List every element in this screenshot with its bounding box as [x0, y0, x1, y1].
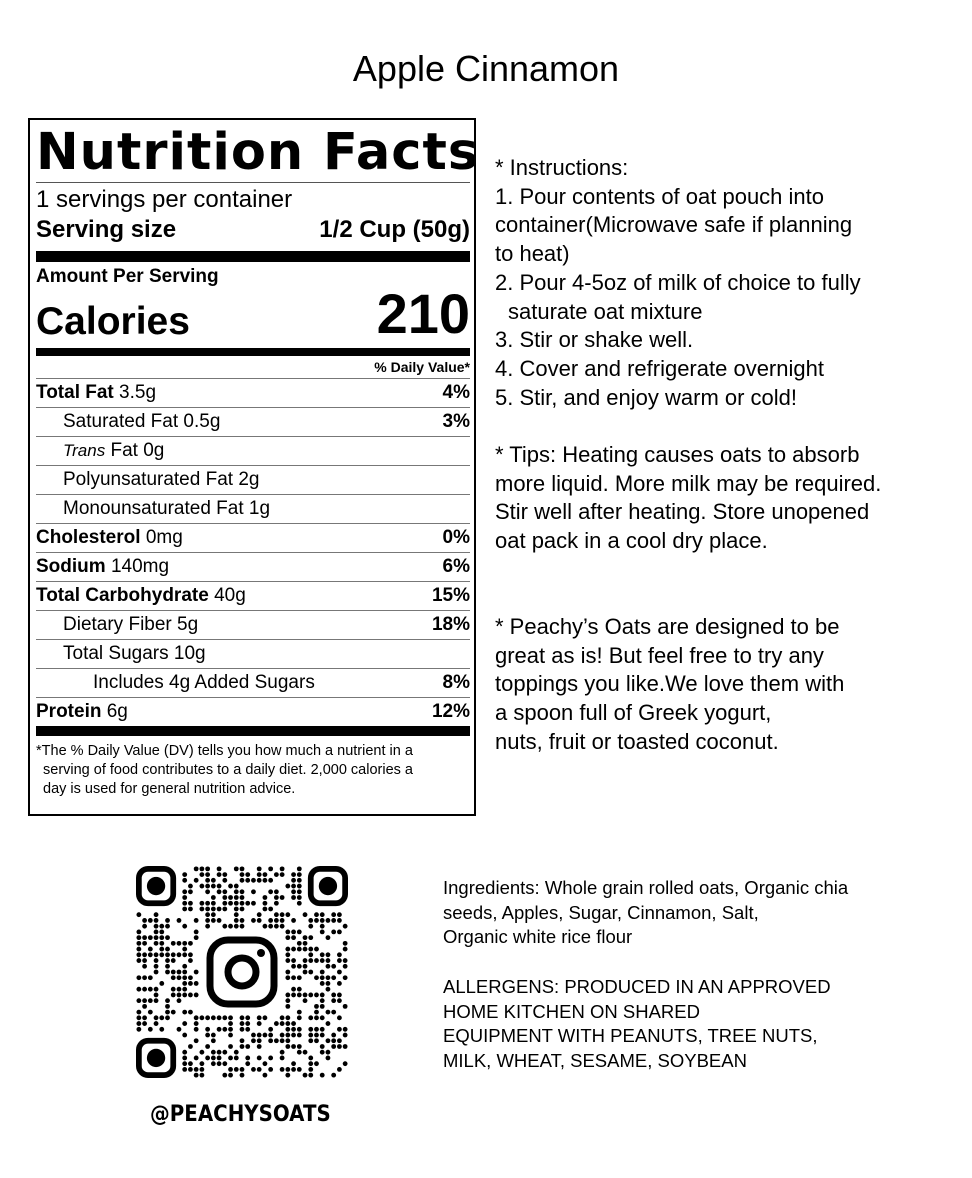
nutrient-row-total-fat: [36, 378, 470, 407]
calories-row: [36, 284, 470, 348]
nutrient-label: Total Fat: [36, 382, 114, 403]
peachy-line: * Peachy’s Oats are designed to be: [495, 613, 840, 639]
tips-line: more liquid. More milk may be required.: [495, 470, 882, 496]
nutrient-label: Cholesterol: [36, 527, 141, 548]
nutrient-amount: 40g: [214, 585, 246, 606]
calories-label: Calories: [36, 300, 190, 343]
nutrient-dv: 0%: [442, 527, 470, 548]
divider-thick: [36, 726, 470, 736]
nutrient-dv: 18%: [431, 614, 470, 635]
nutrient-label: Sodium: [36, 556, 106, 577]
nutrient-row-dietary-fiber: [36, 610, 470, 639]
amount-per-serving: Amount Per Serving: [36, 266, 219, 287]
nutrient-amount: 6g: [106, 701, 128, 722]
instruction-line: saturate oat mixture: [508, 298, 703, 324]
peachy-line: toppings you like.We love them with: [495, 671, 845, 697]
nutrient-label: Fat 0g: [110, 440, 165, 461]
nutrient-dv: 4%: [442, 382, 470, 403]
nutrient-row-total-carbohydrate: [36, 581, 470, 610]
nutrient-row-added-sugars: [36, 668, 470, 697]
footnote-line: *The % Daily Value (DV) tells you how much a nutrient in a: [36, 743, 413, 759]
nutrient-label-italic: Trans: [63, 441, 106, 460]
nutrition-facts-label: [28, 118, 480, 816]
product-title: Apple Cinnamon: [352, 48, 620, 89]
nutrient-dv: 8%: [442, 672, 470, 693]
nutrient-label: Dietary Fiber 5g: [63, 614, 199, 635]
instagram-qr-code-icon[interactable]: [136, 866, 348, 1078]
instruction-line: to heat): [495, 241, 570, 267]
nutrient-row-total-sugars: [36, 639, 470, 668]
instruction-line: 2. Pour 4-5oz of milk of choice to fully: [495, 269, 861, 295]
serving-size-label: Serving size: [36, 216, 177, 243]
peachy-line: a spoon full of Greek yogurt,: [495, 699, 772, 725]
serving-size-value: 1/2 Cup (50g): [319, 216, 470, 243]
nutrient-label: Saturated Fat 0.5g: [63, 411, 221, 432]
instruction-line: 3. Stir or shake well.: [495, 327, 694, 353]
daily-value-header: % Daily Value*: [374, 359, 470, 375]
nutrition-facts-heading: Nutrition Facts: [36, 123, 480, 182]
nutrient-dv: 12%: [431, 701, 470, 722]
nutrient-row-protein: [36, 697, 470, 726]
ingredients-block: [443, 876, 923, 1074]
nutrient-label: Monounsaturated Fat 1g: [63, 498, 271, 519]
instruction-line: 5. Stir, and enjoy warm or cold!: [495, 384, 798, 410]
nutrient-label: Polyunsaturated Fat 2g: [63, 469, 260, 490]
nutrient-amount: 140mg: [110, 556, 170, 577]
instructions-block: [495, 154, 935, 756]
footnote-line: serving of food contributes to a daily diet. 2,000 calories a: [43, 762, 413, 778]
instruction-line: 4. Cover and refrigerate overnight: [495, 355, 824, 381]
instruction-line: 1. Pour contents of oat pouch into: [495, 183, 825, 209]
tips-line: oat pack in a cool dry place.: [495, 528, 768, 554]
ingredients-line: seeds, Apples, Sugar, Cinnamon, Salt,: [443, 901, 759, 923]
peachy-line: nuts, fruit or toasted coconut.: [495, 728, 779, 754]
nutrient-row-monounsaturated-fat: [36, 494, 470, 523]
footnote-line: day is used for general nutrition advice.: [43, 781, 296, 797]
nutrient-dv: 15%: [431, 585, 470, 606]
instagram-handle: @PEACHYSOATS: [150, 1102, 331, 1127]
allergens-line: HOME KITCHEN ON SHARED: [443, 1000, 700, 1022]
nutrient-label: Total Sugars 10g: [63, 643, 206, 664]
servings-per-container: 1 servings per container: [36, 186, 293, 213]
instruction-line: container(Microwave safe if planning: [495, 212, 853, 238]
nutrient-amount: 3.5g: [119, 382, 157, 403]
nutrient-row-polyunsaturated-fat: [36, 465, 470, 494]
serving-size-row: [36, 215, 470, 251]
allergens-line: MILK, WHEAT, SESAME, SOYBEAN: [443, 1049, 747, 1071]
nutrient-row-sodium: [36, 552, 470, 581]
ingredients-line: Ingredients: Whole grain rolled oats, Organic chia: [443, 877, 849, 898]
nutrient-dv: 3%: [442, 411, 470, 432]
divider-thick: [36, 348, 470, 356]
instructions-heading: * Instructions:: [495, 155, 629, 180]
nutrient-row-cholesterol: [36, 523, 470, 552]
nutrient-label: Includes 4g Added Sugars: [93, 672, 315, 693]
nutrient-row-trans-fat: [36, 436, 470, 465]
peachy-line: great as is! But feel free to try any: [495, 642, 824, 668]
divider-thick: [36, 251, 470, 262]
allergens-line: EQUIPMENT WITH PEANUTS, TREE NUTS,: [443, 1025, 818, 1047]
divider: [36, 182, 470, 183]
calories-value: 210: [376, 282, 470, 345]
ingredients-line: Organic white rice flour: [443, 926, 633, 948]
nutrient-amount: 0mg: [145, 527, 183, 548]
tips-line: Stir well after heating. Store unopened: [495, 499, 870, 525]
nutrient-label: Total Carbohydrate: [36, 585, 209, 606]
nutrient-label: Protein: [36, 701, 102, 722]
allergens-line: ALLERGENS: PRODUCED IN AN APPROVED: [443, 975, 831, 997]
nutrient-row-saturated-fat: [36, 407, 470, 436]
daily-value-footnote: [36, 736, 470, 799]
tips-line: * Tips: Heating causes oats to absorb: [495, 442, 860, 468]
nutrient-dv: 6%: [442, 556, 470, 577]
